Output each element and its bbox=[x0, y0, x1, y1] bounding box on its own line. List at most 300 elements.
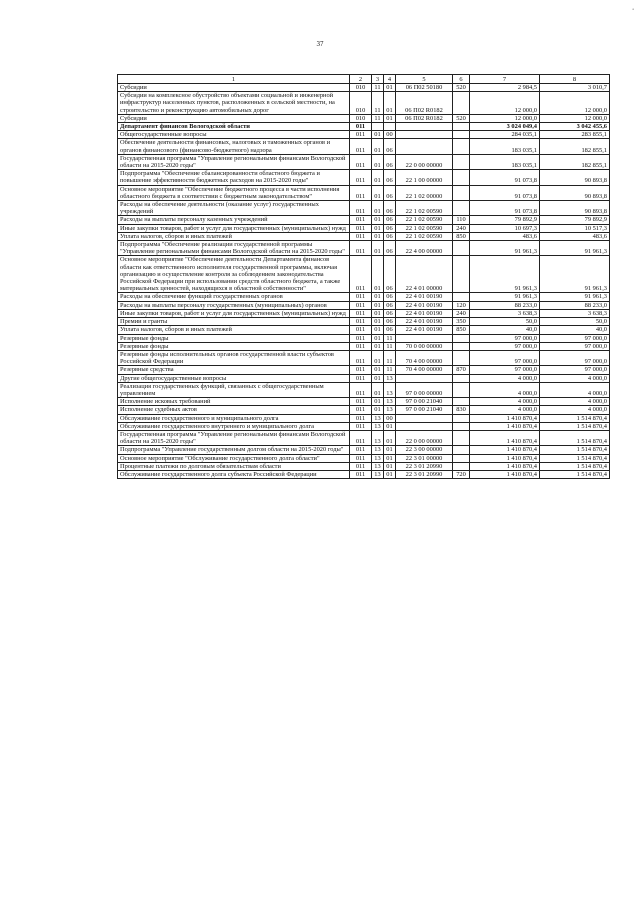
code-subsection-cell: 01 bbox=[384, 462, 396, 470]
code-section-cell: 11 bbox=[372, 114, 384, 122]
code-subsection-cell: 06 bbox=[384, 241, 396, 256]
code-admin-cell: 011 bbox=[350, 342, 372, 350]
code-section-cell: 01 bbox=[372, 301, 384, 309]
corner-mark: • bbox=[632, 8, 634, 13]
code-admin-cell: 011 bbox=[350, 398, 372, 406]
code-subsection-cell: 06 bbox=[384, 309, 396, 317]
row-name-cell: Другие общегосударственные вопросы bbox=[118, 374, 350, 382]
header-cell: 3 bbox=[372, 75, 384, 84]
amount-year2-cell: 88 233,0 bbox=[540, 301, 610, 309]
table-row bbox=[118, 293, 610, 301]
code-admin-cell: 011 bbox=[350, 382, 372, 397]
amount-year1-cell: 91 073,8 bbox=[470, 201, 540, 216]
code-subsection-cell: 06 bbox=[384, 318, 396, 326]
code-admin-cell: 011 bbox=[350, 185, 372, 200]
amount-year2-cell: 3 638,3 bbox=[540, 309, 610, 317]
amount-year1-cell: 79 892,9 bbox=[470, 216, 540, 224]
code-subsection-cell: 01 bbox=[384, 430, 396, 445]
code-type-cell: 850 bbox=[453, 232, 470, 240]
code-section-cell: 13 bbox=[372, 422, 384, 430]
code-admin-cell: 011 bbox=[350, 256, 372, 293]
amount-year1-cell: 1 410 870,4 bbox=[470, 446, 540, 454]
amount-year2-cell: 4 000,0 bbox=[540, 382, 610, 397]
table-row bbox=[118, 154, 610, 169]
code-target-cell: 70 4 00 00000 bbox=[396, 350, 453, 365]
code-admin-cell: 011 bbox=[350, 446, 372, 454]
code-admin-cell: 011 bbox=[350, 123, 372, 131]
code-target-cell: 22 4 01 00000 bbox=[396, 256, 453, 293]
amount-year1-cell: 183 035,1 bbox=[470, 139, 540, 154]
code-type-cell bbox=[453, 123, 470, 131]
code-subsection-cell: 11 bbox=[384, 350, 396, 365]
code-target-cell: 22 3 01 00000 bbox=[396, 454, 453, 462]
table-row bbox=[118, 224, 610, 232]
amount-year2-cell: 4 000,0 bbox=[540, 398, 610, 406]
amount-year2-cell: 97 000,0 bbox=[540, 334, 610, 342]
row-name-cell: Основное мероприятие "Обеспечение деятельности Департамента финансов области как ответственного исполнителя государственной программы, включая организацию и осуществление контроля за соблюдением законодательства Российской Федерации при использовании средств областного бюджета, а также материальных ценностей, находящихся в областной собственности" bbox=[118, 256, 350, 293]
amount-year1-cell: 97 000,0 bbox=[470, 334, 540, 342]
code-section-cell: 13 bbox=[372, 454, 384, 462]
code-admin-cell: 011 bbox=[350, 326, 372, 334]
code-admin-cell: 011 bbox=[350, 366, 372, 374]
code-type-cell bbox=[453, 446, 470, 454]
code-type-cell bbox=[453, 454, 470, 462]
code-target-cell: 22 1 02 00590 bbox=[396, 201, 453, 216]
table-row bbox=[118, 430, 610, 445]
code-subsection-cell: 13 bbox=[384, 406, 396, 414]
code-target-cell: 22 3 01 20990 bbox=[396, 462, 453, 470]
row-name-cell: Реализация государственных функций, связанных с общегосударственным управлением bbox=[118, 382, 350, 397]
code-type-cell: 720 bbox=[453, 470, 470, 478]
table-body bbox=[118, 84, 610, 479]
row-name-cell: Расходы на обеспечение деятельности (оказание услуг) государственных учреждений bbox=[118, 201, 350, 216]
table-row bbox=[118, 123, 610, 131]
code-admin-cell: 011 bbox=[350, 170, 372, 185]
table-row bbox=[118, 84, 610, 92]
table-row bbox=[118, 398, 610, 406]
row-name-cell: Иные закупки товаров, работ и услуг для государственных (муниципальных) нужд bbox=[118, 224, 350, 232]
amount-year2-cell: 4 000,0 bbox=[540, 406, 610, 414]
table-row bbox=[118, 309, 610, 317]
code-type-cell: 240 bbox=[453, 224, 470, 232]
row-name-cell: Расходы на выплаты персоналу казенных учреждений bbox=[118, 216, 350, 224]
row-name-cell: Государственная программа "Управление региональными финансами Вологодской области на 2015-2020 годы" bbox=[118, 430, 350, 445]
amount-year1-cell: 50,0 bbox=[470, 318, 540, 326]
table-row bbox=[118, 232, 610, 240]
code-subsection-cell: 01 bbox=[384, 446, 396, 454]
row-name-cell: Уплата налогов, сборов и иных платежей bbox=[118, 232, 350, 240]
code-target-cell: 22 0 00 00000 bbox=[396, 154, 453, 169]
code-subsection-cell: 01 bbox=[384, 454, 396, 462]
code-admin-cell: 011 bbox=[350, 374, 372, 382]
code-target-cell: 22 1 02 00590 bbox=[396, 224, 453, 232]
code-target-cell bbox=[396, 422, 453, 430]
row-name-cell: Субсидии на комплексное обустройство объектами социальной и инженерной инфраструктур населенных пунктов, расположенных в сельской местности, на строительство и реконструкцию автомобильных дорог bbox=[118, 92, 350, 115]
amount-year1-cell: 97 000,0 bbox=[470, 350, 540, 365]
code-section-cell: 13 bbox=[372, 470, 384, 478]
code-section-cell: 01 bbox=[372, 131, 384, 139]
code-section-cell: 01 bbox=[372, 241, 384, 256]
code-target-cell: 70 4 00 00000 bbox=[396, 366, 453, 374]
code-type-cell bbox=[453, 241, 470, 256]
amount-year1-cell: 183 035,1 bbox=[470, 154, 540, 169]
code-target-cell: 06 П02 R0182 bbox=[396, 92, 453, 115]
code-subsection-cell: 13 bbox=[384, 374, 396, 382]
amount-year2-cell: 50,0 bbox=[540, 318, 610, 326]
code-target-cell: 22 3 01 20990 bbox=[396, 470, 453, 478]
code-section-cell: 01 bbox=[372, 334, 384, 342]
code-type-cell bbox=[453, 201, 470, 216]
code-type-cell bbox=[453, 398, 470, 406]
amount-year2-cell: 4 000,0 bbox=[540, 374, 610, 382]
code-subsection-cell: 13 bbox=[384, 382, 396, 397]
code-subsection-cell: 01 bbox=[384, 422, 396, 430]
row-name-cell: Подпрограмма "Обеспечение сбалансированности областного бюджета и повышение эффективности бюджетных расходов на 2015-2020 годы" bbox=[118, 170, 350, 185]
row-name-cell: Расходы на выплаты персоналу государственных (муниципальных) органов bbox=[118, 301, 350, 309]
amount-year1-cell: 91 073,8 bbox=[470, 170, 540, 185]
row-name-cell: Департамент финансов Вологодской области bbox=[118, 123, 350, 131]
code-type-cell: 850 bbox=[453, 326, 470, 334]
row-name-cell: Подпрограмма "Управление государственным долгом области на 2015-2020 годы" bbox=[118, 446, 350, 454]
code-subsection-cell: 11 bbox=[384, 342, 396, 350]
amount-year2-cell: 1 514 870,4 bbox=[540, 414, 610, 422]
amount-year2-cell: 91 961,3 bbox=[540, 256, 610, 293]
amount-year2-cell: 283 855,1 bbox=[540, 131, 610, 139]
code-section-cell: 01 bbox=[372, 216, 384, 224]
amount-year2-cell: 1 514 870,4 bbox=[540, 470, 610, 478]
table-row bbox=[118, 470, 610, 478]
amount-year2-cell: 90 893,8 bbox=[540, 185, 610, 200]
code-type-cell bbox=[453, 185, 470, 200]
code-section-cell: 01 bbox=[372, 318, 384, 326]
amount-year2-cell: 79 892,9 bbox=[540, 216, 610, 224]
code-type-cell bbox=[453, 374, 470, 382]
code-target-cell bbox=[396, 139, 453, 154]
table-row bbox=[118, 241, 610, 256]
code-type-cell bbox=[453, 382, 470, 397]
amount-year1-cell: 88 233,0 bbox=[470, 301, 540, 309]
code-target-cell: 06 П02 R0182 bbox=[396, 114, 453, 122]
code-section-cell: 01 bbox=[372, 256, 384, 293]
code-target-cell: 22 4 01 00190 bbox=[396, 318, 453, 326]
code-type-cell: 240 bbox=[453, 309, 470, 317]
row-name-cell: Исполнение исковых требований bbox=[118, 398, 350, 406]
amount-year1-cell: 91 961,3 bbox=[470, 241, 540, 256]
code-subsection-cell: 06 bbox=[384, 256, 396, 293]
code-admin-cell: 011 bbox=[350, 293, 372, 301]
row-name-cell: Основное мероприятие "Обслуживание государственного долга области" bbox=[118, 454, 350, 462]
row-name-cell: Государственная программа "Управление региональными финансами Вологодской области на 2015-2020 годы" bbox=[118, 154, 350, 169]
code-target-cell: 06 П02 50180 bbox=[396, 84, 453, 92]
row-name-cell: Обслуживание государственного долга субъекта Российской Федерации bbox=[118, 470, 350, 478]
code-target-cell bbox=[396, 123, 453, 131]
code-type-cell bbox=[453, 430, 470, 445]
code-section-cell: 01 bbox=[372, 185, 384, 200]
table-row bbox=[118, 462, 610, 470]
row-name-cell: Процентные платежи по долговым обязательствам области bbox=[118, 462, 350, 470]
code-target-cell: 22 3 00 00000 bbox=[396, 446, 453, 454]
code-subsection-cell: 11 bbox=[384, 334, 396, 342]
amount-year2-cell: 182 855,1 bbox=[540, 139, 610, 154]
code-type-cell bbox=[453, 256, 470, 293]
code-admin-cell: 011 bbox=[350, 241, 372, 256]
code-admin-cell: 011 bbox=[350, 309, 372, 317]
header-cell: 4 bbox=[384, 75, 396, 84]
code-admin-cell: 010 bbox=[350, 84, 372, 92]
amount-year1-cell: 1 410 870,4 bbox=[470, 414, 540, 422]
code-section-cell: 01 bbox=[372, 293, 384, 301]
amount-year2-cell: 1 514 870,4 bbox=[540, 422, 610, 430]
amount-year1-cell: 4 000,0 bbox=[470, 382, 540, 397]
table-row bbox=[118, 446, 610, 454]
code-admin-cell: 011 bbox=[350, 201, 372, 216]
amount-year1-cell: 12 000,0 bbox=[470, 114, 540, 122]
code-section-cell: 01 bbox=[372, 309, 384, 317]
header-cell: 5 bbox=[396, 75, 453, 84]
row-name-cell: Расходы на обеспечение функций государственных органов bbox=[118, 293, 350, 301]
code-subsection-cell: 06 bbox=[384, 139, 396, 154]
code-type-cell: 110 bbox=[453, 216, 470, 224]
code-section-cell: 01 bbox=[372, 232, 384, 240]
code-section-cell: 01 bbox=[372, 366, 384, 374]
code-subsection-cell: 06 bbox=[384, 301, 396, 309]
code-admin-cell: 011 bbox=[350, 139, 372, 154]
row-name-cell: Резервные фонды bbox=[118, 334, 350, 342]
code-section-cell: 01 bbox=[372, 326, 384, 334]
table-row bbox=[118, 170, 610, 185]
code-section-cell: 01 bbox=[372, 139, 384, 154]
table-row bbox=[118, 454, 610, 462]
table-row bbox=[118, 92, 610, 115]
code-admin-cell: 011 bbox=[350, 462, 372, 470]
amount-year1-cell: 97 000,0 bbox=[470, 342, 540, 350]
table-row bbox=[118, 185, 610, 200]
code-section-cell: 13 bbox=[372, 430, 384, 445]
code-type-cell bbox=[453, 92, 470, 115]
table-row bbox=[118, 301, 610, 309]
code-admin-cell: 011 bbox=[350, 350, 372, 365]
table-row bbox=[118, 131, 610, 139]
code-type-cell bbox=[453, 139, 470, 154]
code-target-cell: 97 0 00 21040 bbox=[396, 406, 453, 414]
code-section-cell: 01 bbox=[372, 350, 384, 365]
code-section-cell: 01 bbox=[372, 170, 384, 185]
code-admin-cell: 011 bbox=[350, 422, 372, 430]
amount-year2-cell: 97 000,0 bbox=[540, 342, 610, 350]
row-name-cell: Обслуживание государственного внутреннего и муниципального долга bbox=[118, 422, 350, 430]
code-type-cell bbox=[453, 293, 470, 301]
code-admin-cell: 011 bbox=[350, 454, 372, 462]
amount-year1-cell: 1 410 870,4 bbox=[470, 462, 540, 470]
amount-year2-cell: 91 961,3 bbox=[540, 293, 610, 301]
amount-year2-cell: 1 514 870,4 bbox=[540, 430, 610, 445]
code-type-cell bbox=[453, 350, 470, 365]
row-name-cell: Субсидии bbox=[118, 84, 350, 92]
table-row bbox=[118, 256, 610, 293]
code-admin-cell: 011 bbox=[350, 334, 372, 342]
code-target-cell: 22 4 01 00190 bbox=[396, 309, 453, 317]
code-admin-cell: 011 bbox=[350, 216, 372, 224]
code-subsection-cell: 06 bbox=[384, 185, 396, 200]
budget-table bbox=[117, 74, 610, 479]
amount-year1-cell: 4 000,0 bbox=[470, 406, 540, 414]
code-subsection-cell: 00 bbox=[384, 131, 396, 139]
header-cell: 6 bbox=[453, 75, 470, 84]
code-admin-cell: 011 bbox=[350, 318, 372, 326]
code-target-cell: 22 1 02 00000 bbox=[396, 185, 453, 200]
table-row bbox=[118, 334, 610, 342]
code-target-cell: 22 1 00 00000 bbox=[396, 170, 453, 185]
code-type-cell bbox=[453, 342, 470, 350]
amount-year1-cell: 1 410 870,4 bbox=[470, 430, 540, 445]
table-row bbox=[118, 342, 610, 350]
code-admin-cell: 011 bbox=[350, 406, 372, 414]
amount-year2-cell: 1 514 870,4 bbox=[540, 454, 610, 462]
amount-year1-cell: 1 410 870,4 bbox=[470, 470, 540, 478]
table-row bbox=[118, 350, 610, 365]
row-name-cell: Премии и гранты bbox=[118, 318, 350, 326]
amount-year2-cell: 97 000,0 bbox=[540, 350, 610, 365]
amount-year1-cell: 284 035,1 bbox=[470, 131, 540, 139]
code-target-cell bbox=[396, 131, 453, 139]
code-target-cell bbox=[396, 374, 453, 382]
code-target-cell bbox=[396, 334, 453, 342]
header-cell: 7 bbox=[470, 75, 540, 84]
row-name-cell: Резервные фонды bbox=[118, 342, 350, 350]
code-type-cell: 520 bbox=[453, 84, 470, 92]
code-subsection-cell: 06 bbox=[384, 170, 396, 185]
amount-year2-cell: 91 961,3 bbox=[540, 241, 610, 256]
code-section-cell: 13 bbox=[372, 414, 384, 422]
row-name-cell: Обеспечение деятельности финансовых, налоговых и таможенных органов и органов финансового (финансово-бюджетного) надзора bbox=[118, 139, 350, 154]
code-target-cell: 22 1 02 00590 bbox=[396, 232, 453, 240]
code-subsection-cell: 06 bbox=[384, 154, 396, 169]
code-admin-cell: 011 bbox=[350, 232, 372, 240]
amount-year2-cell: 3 042 455,6 bbox=[540, 123, 610, 131]
amount-year1-cell: 2 984,5 bbox=[470, 84, 540, 92]
code-admin-cell: 011 bbox=[350, 430, 372, 445]
row-name-cell: Общегосударственные вопросы bbox=[118, 131, 350, 139]
code-target-cell: 22 4 01 00190 bbox=[396, 293, 453, 301]
code-admin-cell: 011 bbox=[350, 154, 372, 169]
amount-year2-cell: 3 010,7 bbox=[540, 84, 610, 92]
table-row bbox=[118, 374, 610, 382]
code-target-cell: 22 1 02 00590 bbox=[396, 216, 453, 224]
code-type-cell bbox=[453, 170, 470, 185]
code-admin-cell: 010 bbox=[350, 114, 372, 122]
amount-year2-cell: 1 514 870,4 bbox=[540, 462, 610, 470]
code-target-cell bbox=[396, 414, 453, 422]
code-type-cell bbox=[453, 131, 470, 139]
header-cell: 1 bbox=[118, 75, 350, 84]
code-target-cell: 97 0 00 00000 bbox=[396, 382, 453, 397]
code-type-cell bbox=[453, 334, 470, 342]
code-admin-cell: 011 bbox=[350, 224, 372, 232]
code-admin-cell: 011 bbox=[350, 131, 372, 139]
amount-year2-cell: 90 893,8 bbox=[540, 170, 610, 185]
code-section-cell: 01 bbox=[372, 201, 384, 216]
code-target-cell: 22 0 00 00000 bbox=[396, 430, 453, 445]
table-row bbox=[118, 422, 610, 430]
code-admin-cell: 011 bbox=[350, 301, 372, 309]
code-subsection-cell: 00 bbox=[384, 414, 396, 422]
amount-year2-cell: 40,0 bbox=[540, 326, 610, 334]
table-row bbox=[118, 216, 610, 224]
code-subsection-cell: 06 bbox=[384, 326, 396, 334]
amount-year1-cell: 40,0 bbox=[470, 326, 540, 334]
amount-year2-cell: 1 514 870,4 bbox=[540, 446, 610, 454]
code-subsection-cell: 01 bbox=[384, 84, 396, 92]
code-section-cell: 13 bbox=[372, 446, 384, 454]
amount-year2-cell: 12 000,0 bbox=[540, 92, 610, 115]
table-row bbox=[118, 326, 610, 334]
amount-year1-cell: 97 000,0 bbox=[470, 366, 540, 374]
code-target-cell: 70 0 00 00000 bbox=[396, 342, 453, 350]
code-section-cell: 01 bbox=[372, 154, 384, 169]
table-row bbox=[118, 139, 610, 154]
row-name-cell: Исполнение судебных актов bbox=[118, 406, 350, 414]
code-subsection-cell bbox=[384, 123, 396, 131]
amount-year2-cell: 90 893,8 bbox=[540, 201, 610, 216]
header-row bbox=[118, 75, 610, 84]
code-type-cell: 830 bbox=[453, 406, 470, 414]
code-admin-cell: 011 bbox=[350, 470, 372, 478]
row-name-cell: Основное мероприятие "Обеспечение бюджетного процесса в части исполнения областного бюджета в соответствии с бюджетным законодательством" bbox=[118, 185, 350, 200]
amount-year1-cell: 483,6 bbox=[470, 232, 540, 240]
code-type-cell: 350 bbox=[453, 318, 470, 326]
page-number: 37 bbox=[316, 40, 324, 48]
code-type-cell: 120 bbox=[453, 301, 470, 309]
code-subsection-cell: 06 bbox=[384, 232, 396, 240]
code-type-cell bbox=[453, 462, 470, 470]
code-subsection-cell: 06 bbox=[384, 201, 396, 216]
code-section-cell: 01 bbox=[372, 406, 384, 414]
table-row bbox=[118, 366, 610, 374]
amount-year1-cell: 4 000,0 bbox=[470, 398, 540, 406]
amount-year1-cell: 12 000,0 bbox=[470, 92, 540, 115]
code-subsection-cell: 01 bbox=[384, 114, 396, 122]
amount-year2-cell: 10 517,3 bbox=[540, 224, 610, 232]
code-section-cell: 01 bbox=[372, 224, 384, 232]
code-section-cell: 01 bbox=[372, 398, 384, 406]
table-row bbox=[118, 414, 610, 422]
table-row bbox=[118, 318, 610, 326]
code-admin-cell: 010 bbox=[350, 92, 372, 115]
code-type-cell bbox=[453, 422, 470, 430]
code-section-cell: 11 bbox=[372, 92, 384, 115]
code-section-cell: 13 bbox=[372, 462, 384, 470]
amount-year1-cell: 3 024 049,4 bbox=[470, 123, 540, 131]
amount-year2-cell: 97 000,0 bbox=[540, 366, 610, 374]
amount-year2-cell: 12 000,0 bbox=[540, 114, 610, 122]
table-row bbox=[118, 201, 610, 216]
code-target-cell: 22 4 00 00000 bbox=[396, 241, 453, 256]
row-name-cell: Обслуживание государственного и муниципального долга bbox=[118, 414, 350, 422]
code-target-cell: 97 0 00 21040 bbox=[396, 398, 453, 406]
code-subsection-cell: 06 bbox=[384, 224, 396, 232]
row-name-cell: Резервные фонды исполнительных органов государственной власти субъектов Российской Федерации bbox=[118, 350, 350, 365]
code-section-cell: 11 bbox=[372, 84, 384, 92]
amount-year2-cell: 182 855,1 bbox=[540, 154, 610, 169]
code-type-cell bbox=[453, 414, 470, 422]
code-section-cell: 01 bbox=[372, 374, 384, 382]
code-type-cell: 520 bbox=[453, 114, 470, 122]
code-section-cell: 01 bbox=[372, 382, 384, 397]
amount-year2-cell: 483,6 bbox=[540, 232, 610, 240]
code-subsection-cell: 06 bbox=[384, 293, 396, 301]
amount-year1-cell: 91 961,3 bbox=[470, 256, 540, 293]
code-subsection-cell: 11 bbox=[384, 366, 396, 374]
